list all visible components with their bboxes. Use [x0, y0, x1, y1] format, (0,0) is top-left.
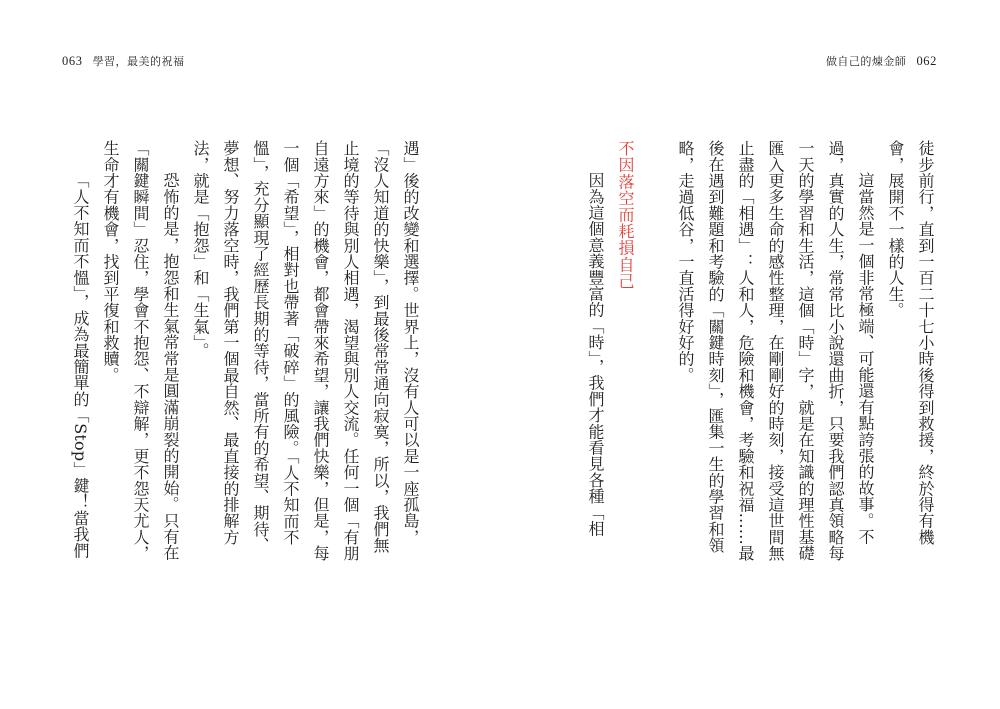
text-column: 生命才有機會，找到平復和救贖。 [101, 140, 120, 383]
text-column: 一天的學習和生活，這個「時」字，就是在知識的理性基礎 [796, 140, 815, 562]
text-column: 自遠方來」的機會，都會帶來希望，讓我們快樂，但是，每 [311, 140, 330, 562]
text-column: 「沒人知道的快樂」，到最後常常通向寂寞，所以，我們無 [371, 140, 390, 554]
paragraph-start-column: 這當然是一個非常極端、可能還有點誇張的故事。不 [856, 172, 875, 545]
paragraph-start-column: 因為這個意義豐富的「時」，我們才能看見各種「相 [586, 172, 605, 537]
right-page-header [826, 52, 937, 70]
left-running-title: 學習，最美的祝福 [92, 55, 185, 68]
section-heading: 不因落空而耗損自己 [616, 140, 635, 290]
left-page-header [62, 52, 185, 70]
text-column: 止境的等待與別人相遇，渴望與別人交流。任何一個「有朋 [341, 140, 360, 562]
text-column: 止盡的「相遇」：人和人，危險和機會，考驗和祝福……最 [736, 140, 755, 562]
text-column: 夢想、努力落空時，我們第一個最自然、最直接的排解方 [221, 140, 240, 545]
text-column: 略，走過低谷，一直活得好好的。 [676, 140, 695, 383]
left-page-body [65, 140, 425, 560]
right-page-number: 062 [916, 54, 937, 68]
text-column: 匯入更多生命的感性整理，在剛剛好的時刻，接受這世間無 [766, 140, 785, 562]
text-column: 後在遇到難題和考驗的「關鍵時刻」，匯集一生的學習和領 [706, 140, 725, 554]
text-column: 一個「希望」，相對也帶著「破碎」的風險。「人不知而不 [281, 140, 300, 546]
paragraph-start-column: 恐怖的是，抱怨和生氣常常是圓滿崩裂的開始。只有在 [161, 172, 180, 561]
text-column: 過，真實的人生，常常比小說還曲折，只要我們認真領略每 [826, 140, 845, 562]
section-spacer [640, 140, 670, 560]
text-column: 法，就是「抱怨」和「生氣」。 [191, 140, 210, 359]
paragraph-start-column: 「人不知而不慍」，成為最簡單的「Stop」鍵！當我們 [71, 172, 90, 559]
text-column: 慍」，充分顯現了經歷長期的等待，當所有的希望、期待、 [251, 140, 270, 554]
right-page-body [580, 140, 940, 560]
left-page-number: 063 [62, 54, 83, 68]
text-column: 徒步前行，直到一百二十七小時後得到救援，終於得有機 [916, 140, 935, 545]
text-column: 「關鍵瞬間」忍住，學會不抱怨、不辯解，更不怨天尤人， [131, 140, 150, 562]
text-column: 遇」後的改變和選擇。世界上，沒有人可以是一座孤島， [401, 140, 420, 545]
text-column: 會，展開不一樣的人生。 [886, 140, 905, 319]
right-running-title: 做自己的煉金師 [825, 55, 907, 68]
